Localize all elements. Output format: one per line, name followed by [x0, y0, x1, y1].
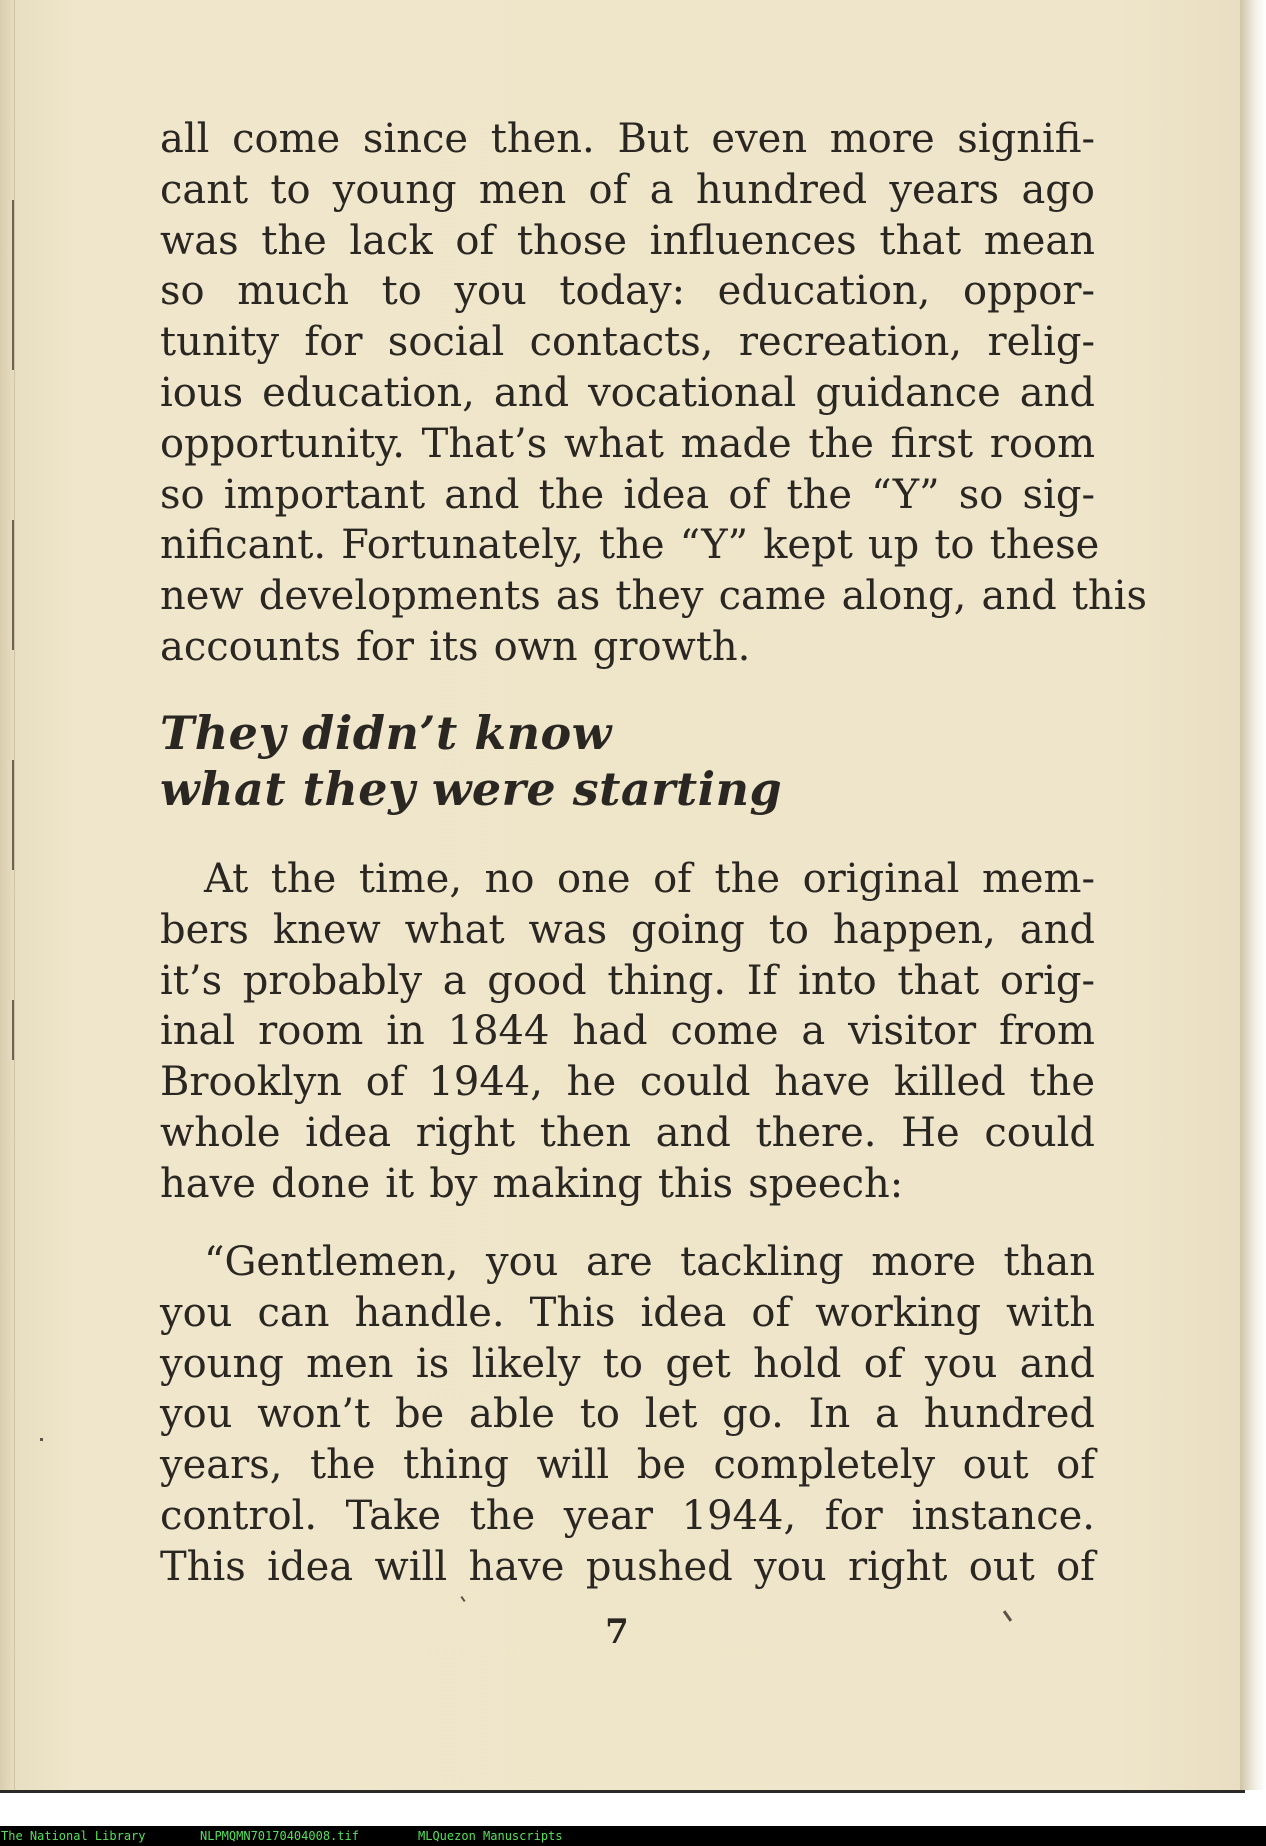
text-line: was the lack of those influences that mean: [160, 217, 1095, 264]
text-line: bers knew what was going to happen, and: [160, 906, 1095, 953]
text-line: whole idea right then and there. He could: [160, 1109, 1095, 1156]
binding-mark: [12, 1000, 14, 1060]
filename-label: NLPMQMN70170404008.tif: [200, 1829, 359, 1843]
page-edge-shadow: [1240, 0, 1266, 1790]
text-line: new developments as they came along, and this: [160, 573, 1147, 620]
page-bottom-edge: [0, 1790, 1245, 1793]
text-line: accounts for its own growth.: [160, 623, 751, 670]
text-line: At the time, no one of the original mem-: [204, 856, 1095, 902]
heading-line: what they were starting: [160, 762, 783, 816]
binding-mark: [12, 520, 14, 650]
text-line: Brooklyn of 1944, he could have killed the: [160, 1059, 1095, 1106]
text-line: inal room in 1844 had come a visitor from: [160, 1008, 1095, 1055]
text-line: ious education, and vocational guidance and: [160, 369, 1095, 416]
text-line: all come since then. But even more signifi-: [160, 116, 1095, 162]
paper-speck: [40, 1438, 43, 1441]
text-line: cant to young men of a hundred years ago: [160, 166, 1095, 213]
text-line: have done it by making this speech:: [160, 1160, 904, 1207]
library-label: The National Library: [1, 1829, 146, 1843]
paragraph-2: [160, 854, 1095, 1210]
text-line: “Gentlemen, you are tackling more than: [204, 1239, 1095, 1285]
page-number: 7: [605, 1612, 629, 1652]
text-line: you won’t be able to let go. In a hundred: [160, 1391, 1095, 1438]
heading-line: They didn’t know: [160, 706, 612, 760]
text-line: you can handle. This idea of working with: [160, 1289, 1095, 1336]
text-line: it’s probably a good thing. If into that orig-: [160, 957, 1095, 1004]
text-line: tunity for social contacts, recreation, relig-: [160, 319, 1095, 366]
section-heading: [160, 705, 782, 817]
text-line: opportunity. That’s what made the first room: [160, 420, 1095, 467]
binding-mark: [12, 200, 14, 370]
text-line: years, the thing will be completely out of: [160, 1442, 1095, 1489]
scan-status-bar: [0, 1826, 1266, 1846]
text-line: control. Take the year 1944, for instance.: [160, 1492, 1095, 1539]
paragraph-3: [160, 1237, 1095, 1593]
binding-mark: [12, 760, 14, 870]
text-line: so much to you today: education, oppor-: [160, 268, 1095, 315]
text-line: so important and the idea of the “Y” so sig-: [160, 471, 1095, 518]
text-line: nificant. Fortunately, the “Y” kept up to these: [160, 522, 1100, 569]
text-line: This idea will have pushed you right out of: [160, 1543, 1095, 1590]
paragraph-1: [160, 114, 1147, 673]
text-line: young men is likely to get hold of you and: [160, 1340, 1095, 1387]
scan-margin: [0, 1790, 1266, 1826]
collection-label: MLQuezon Manuscripts: [418, 1829, 563, 1843]
